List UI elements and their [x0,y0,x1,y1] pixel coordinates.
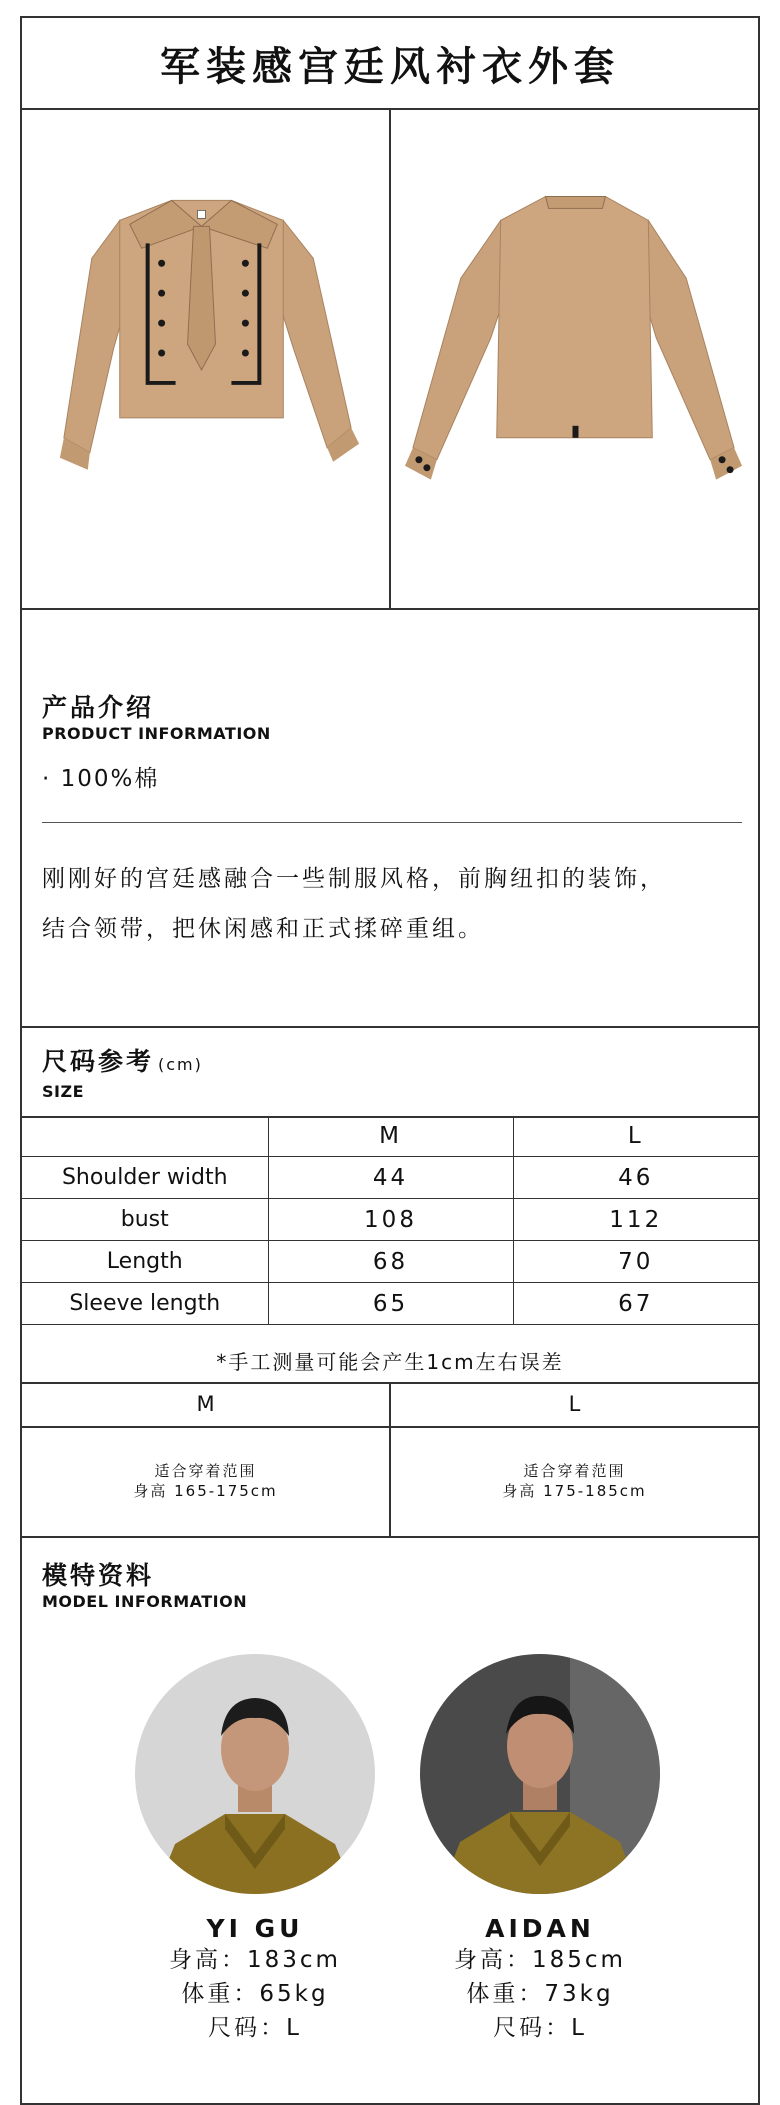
cell-m: 68 [268,1241,513,1283]
model-size: 尺码：L [493,2015,587,2041]
model-weight: 体重：73kg [466,1981,614,2007]
size-section-header [22,1026,758,1118]
model-avatar[interactable] [135,1654,375,1894]
cell-l: 112 [513,1199,758,1241]
product-information-section [22,610,758,1028]
table-header-row [22,1116,758,1157]
model-weight: 体重：65kg [181,1981,329,2007]
fit-header [22,1382,758,1428]
jacket-back-illustration [391,108,758,608]
cell-l: 67 [513,1283,758,1325]
product-heading-cn: 产品介绍 [42,693,155,722]
measurement-note: *手工测量可能会产生1cm左右误差 [22,1338,758,1384]
cell-m: 65 [268,1283,513,1325]
table-header-cell [22,1116,268,1157]
fit-m-label: M [22,1382,391,1426]
size-heading-cn [42,1042,203,1078]
model-height: 身高：185cm [454,1947,626,1973]
model-information-section [22,1536,758,2105]
model-avatar[interactable] [420,1654,660,1894]
product-photos [22,108,758,610]
description-line: 结合领带，把休闲感和正式揉碎重组。 [42,916,484,942]
cell-l: 70 [513,1241,758,1283]
jacket-front-illustration [22,108,389,608]
size-heading-text: 尺码参考 [42,1047,155,1076]
table-row [22,1241,758,1283]
page-title: 军装感宫廷风衬衣外套 [22,18,758,110]
description-line: 刚刚好的宫廷感融合一些制服风格，前胸纽扣的装饰， [42,866,666,892]
fit-range [22,1426,758,1538]
size-heading-en: SIZE [42,1082,85,1101]
product-heading-en: PRODUCT INFORMATION [42,724,271,743]
table-header-cell: L [513,1116,758,1157]
fit-range-height: 身高 175-185cm [502,1482,647,1500]
jacket-back-photo[interactable] [391,108,758,608]
table-row [22,1283,758,1325]
size-table [22,1116,758,1325]
fit-range-height: 身高 165-175cm [133,1482,278,1500]
cell-m: 108 [268,1199,513,1241]
fit-range-title: 适合穿着范围 [523,1462,626,1480]
cell-l: 46 [513,1157,758,1199]
model-name: YI GU [206,1914,304,1943]
size-unit: (cm) [158,1055,203,1074]
fit-range-title: 适合穿着范围 [154,1462,257,1480]
table-row [22,1157,758,1199]
row-label: Sleeve length [22,1283,268,1325]
model-size: 尺码：L [208,2015,302,2041]
material-text: · 100%棉 [42,766,160,792]
page-frame [20,16,760,2105]
product-description [42,854,742,954]
model-height: 身高：183cm [169,1947,341,1973]
model-heading-cn: 模特资料 [42,1561,155,1590]
model-name: AIDAN [485,1914,595,1943]
fit-l-label: L [568,1392,581,1416]
fit-l-range [391,1426,758,1536]
jacket-front-photo[interactable] [22,108,391,608]
divider [42,822,742,823]
cell-m: 44 [268,1157,513,1199]
row-label: Shoulder width [22,1157,268,1199]
model-card-aidan [420,1654,660,2045]
row-label: bust [22,1199,268,1241]
model-card-yi-gu [135,1654,375,2045]
fit-m-range [22,1426,391,1536]
model-heading-en: MODEL INFORMATION [42,1592,248,1611]
table-header-cell: M [268,1116,513,1157]
table-row [22,1199,758,1241]
row-label: Length [22,1241,268,1283]
